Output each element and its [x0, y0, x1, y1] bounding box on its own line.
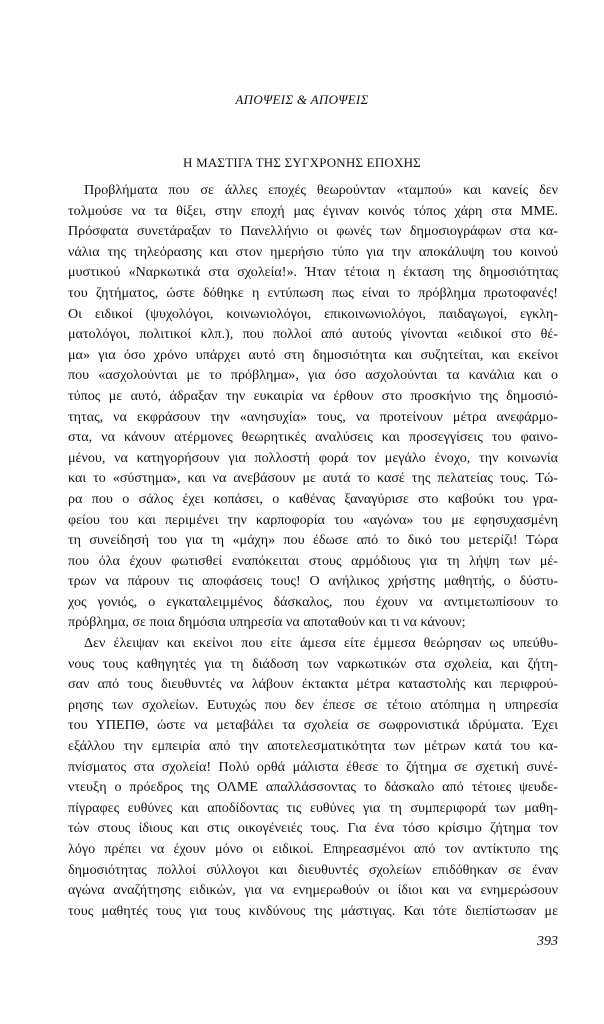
text-line: δημοσιότητας πολλοί σύλλογοι και διευθυντές σχολείων επιδόθηκαν σε έναν	[68, 861, 558, 878]
text-line: ρα που ο σάλος έχει κοπάσει, ο καθένας ξαναγύρισε στο καβούκι του γρα-	[68, 490, 558, 507]
article-title: Η ΜΑΣΤΙΓΑ ΤΗΣ ΣΥΓΧΡΟΝΗΣ ΕΠΟΧΗΣ	[183, 155, 421, 170]
text-line: πίγραφες ευθύνες και αποδίδοντας τις ευθύνες για τη συμπεριφορά των μαθη-	[68, 799, 558, 816]
text-line: ρησης των σχολείων. Ευτυχώς που δεν έπεσε σε τέτοιο ατόπημα η υπηρεσία	[68, 696, 558, 713]
running-head: ΑΠΟΨΕΙΣ & ΑΠΟΨΕΙΣ	[235, 92, 369, 107]
text-line: Δεν έλειψαν και εκείνοι που είτε άμεσα είτε έμμεσα θεώρησαν ως υπεύθυ-	[84, 635, 558, 652]
article-body	[68, 180, 558, 921]
text-line: μα» για όσο χρόνο υπάρχει αυτό στη δημοσιότητα και συζητείται, και εκείνοι	[68, 346, 558, 363]
text-line: που «ασχολούνται με το πρόβλημα», για όσο ασχολούνται τα κανάλια και ο	[68, 367, 558, 384]
text-line: τη συνείδησή του για τη «μάχη» που έδωσε από το δικό του μετερίζι! Τώρα	[68, 532, 558, 549]
page-number: 393	[537, 934, 558, 949]
text-line: του ζητήματος, ώστε δόθηκε η εντύπωση πως είναι το πρόβλημα πρωτοφανές!	[68, 284, 558, 301]
text-line: πρόβλημα, σε ποια δημόσια υπηρεσία να αποταθούν και τι να κάνουν;	[68, 614, 466, 631]
text-line: ντευξη ο πρόεδρος της ΟΛΜΕ απαλλάσσοντας το δάσκαλο από τέτοιες ψευδε-	[68, 779, 558, 796]
text-line: Πρόσφατα συνετάραξαν το Πανελλήνιο οι φωνές των δημοσιογράφων στα κα-	[68, 223, 558, 240]
text-line: λόγο πρέπει να έχουν μόνο οι ειδικοί. Επηρεασμένοι από τον αντίκτυπο της	[68, 841, 558, 857]
text-line: νάλια της τηλεόρασης και στον ημερήσιο τύπο για την αποκάλυψη του κοινού	[68, 243, 558, 260]
text-line: τρων να πάρουν τις αποφάσεις τους! Ο ανήλικος χρήστης μαθητής, ο δύστυ-	[68, 573, 558, 590]
text-line: πνίσματος στα σχολεία! Πολύ ορθά μάλιστα έθεσε το ζήτημα σε σχετική συνέ-	[68, 758, 558, 775]
text-line: στα, να κάνουν ατέρμονες θεωρητικές αναλύσεις και προσεγγίσεις του φαινο-	[68, 429, 558, 446]
text-line: μένου, να κατηγορήσουν για πολλοστή φορά τον μεγάλο ένοχο, την κοινωνία	[68, 449, 558, 466]
text-line: μυστικού «Ναρκωτικά στα σχολεία!». Ήταν τέτοια η έκταση της δημοσιότητας	[68, 264, 558, 281]
text-line: τους μαθητές τους για τους κινδύνους της μάστιγας. Και τότε διεπίστωσαν με	[68, 902, 558, 919]
text-line: χος γονιός, ο εγκαταλειμμένος δάσκαλος, που έχουν να αντιμετωπίσουν το	[68, 593, 558, 610]
text-line: εξάλλου την εμπειρία από την αποτελεσματικότητα των μέτρων κατά του κα-	[68, 738, 558, 755]
text-line: σαν από τους διευθυντές να λάβουν έκτακτα μέτρα καταστολής και περιφρού-	[68, 676, 558, 693]
text-line: φείου του και περιμένει την καρποφορία του «αγώνα» του με εφησυχασμένη	[68, 511, 558, 528]
text-line: Προβλήματα που σε άλλες εποχές θεωρούνταν «ταμπού» και κανείς δεν	[84, 182, 558, 198]
text-line: τητας, να εκφράσουν την «ανησυχία» τους, να προτείνουν μέτρα ανεφάρμο-	[68, 408, 558, 425]
text-line: αγώνα αναζήτησης ειδικών, για να ενημερωθούν οι ίδιοι και να ενημερώσουν	[68, 882, 558, 899]
text-line: νους τους καθηγητές για τη διάδοση των ναρκωτικών στα σχολεία, και ζήτη-	[68, 655, 558, 672]
text-line: ματολόγοι, πολιτικοί κλπ.), που πολλοί από αυτούς γίνονται «ειδικοί στο θέ-	[68, 326, 558, 343]
text-line: τών στους ίδιους και στις οικογένειές τους. Για ένα τόσο κρίσιμο ζήτημα τον	[68, 820, 558, 837]
text-line: που όλα έχουν φωτισθεί εναπόκειται στους αρμόδιους για τη λήψη των μέ-	[68, 552, 558, 569]
text-line: του ΥΠΕΠΘ, ώστε να μεταβάλει τα σχολεία σε σωφρονιστικά ιδρύματα. Έχει	[68, 717, 558, 734]
text-line: Οι ειδικοί (ψυχολόγοι, κοινωνιολόγοι, επικοινωνιολόγοι, παιδαγωγοί, εγκλη-	[68, 305, 558, 322]
text-line: τύπος με αυτό, άδραξαν την ευκαιρία να έρθουν στο προσκήνιο της δημοσιό-	[68, 387, 558, 404]
text-line: και το «σύστημα», και να ανεβάσουν με αυτά το κασέ της πελατείας τους. Τώ-	[68, 470, 558, 487]
text-line: τολμούσε να τα θίξει, στην εποχή μας έγιναν κοινός τόπος χάρη στα ΜΜΕ.	[68, 202, 558, 219]
